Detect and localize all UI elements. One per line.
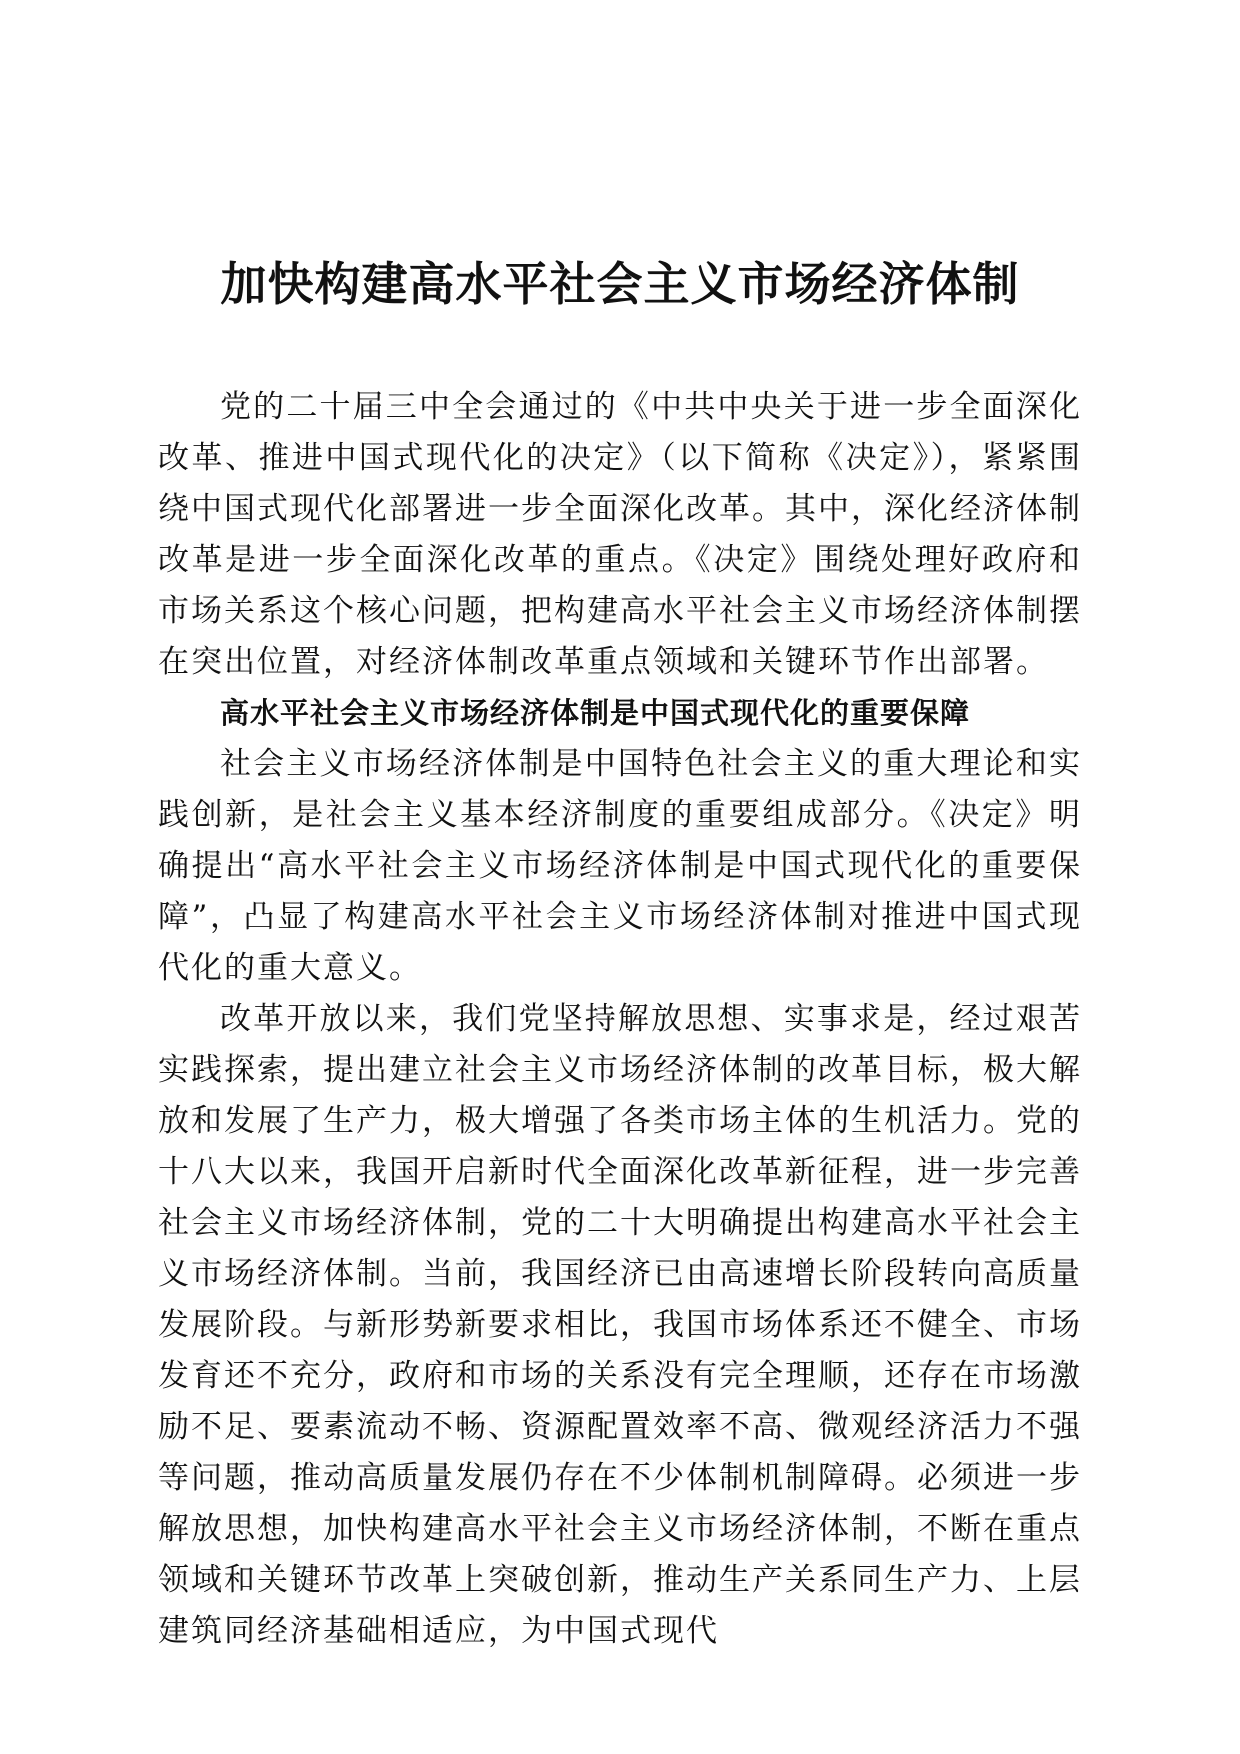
section-heading: 高水平社会主义市场经济体制是中国式现代化的重要保障 <box>220 696 971 730</box>
section-paragraph-2: 改革开放以来，我们党坚持解放思想、实事求是，经过艰苦实践探索，提出建立社会主义市场经济体制的改革目标，极大解放和发展了生产力，极大增强了各类市场主体的生机活力。党的十八大以来，我国开启新时代全面深化改革新征程，进一步完善社会主义市场经济体制，党的二十大明确提出构建高水平社会主义市场经济体制。当前，我国经济已由高速增长阶段转向高质量发展阶段。与新形势新要求相比，我国市场体系还不健全、市场发育还不充分，政府和市场的关系没有完全理顺，还存在市场激励不足、要素流动不畅、资源配置效率不高、微观经济活力不强等问题，推动高质量发展仍存在不少体制机制障碍。必须进一步解放思想，加快构建高水平社会主义市场经济体制，不断在重点领域和关键环节改革上突破创新，推动生产关系同生产力、上层建筑同经济基础相适应，为中国式现代 <box>158 1001 1082 1649</box>
section-paragraph-1: 社会主义市场经济体制是中国特色社会主义的重大理论和实践创新，是社会主义基本经济制度的重要组成部分。《决定》明确提出“高水平社会主义市场经济体制是中国式现代化的重要保障”，凸显了构建高水平社会主义市场经济体制对推进中国式现代化的重大意义。 <box>158 746 1082 986</box>
document-body <box>158 382 1082 1657</box>
intro-paragraph: 党的二十届三中全会通过的《中共中央关于进一步全面深化改革、推进中国式现代化的决定》（以下简称《决定》），紧紧围绕中国式现代化部署进一步全面深化改革。其中，深化经济体制改革是进一步全面深化改革的重点。《决定》围绕处理好政府和市场关系这个核心问题，把构建高水平社会主义市场经济体制摆在突出位置，对经济体制改革重点领域和关键环节作出部署。 <box>158 389 1082 680</box>
document-title: 加快构建高水平社会主义市场经济体制 <box>220 257 1020 311</box>
